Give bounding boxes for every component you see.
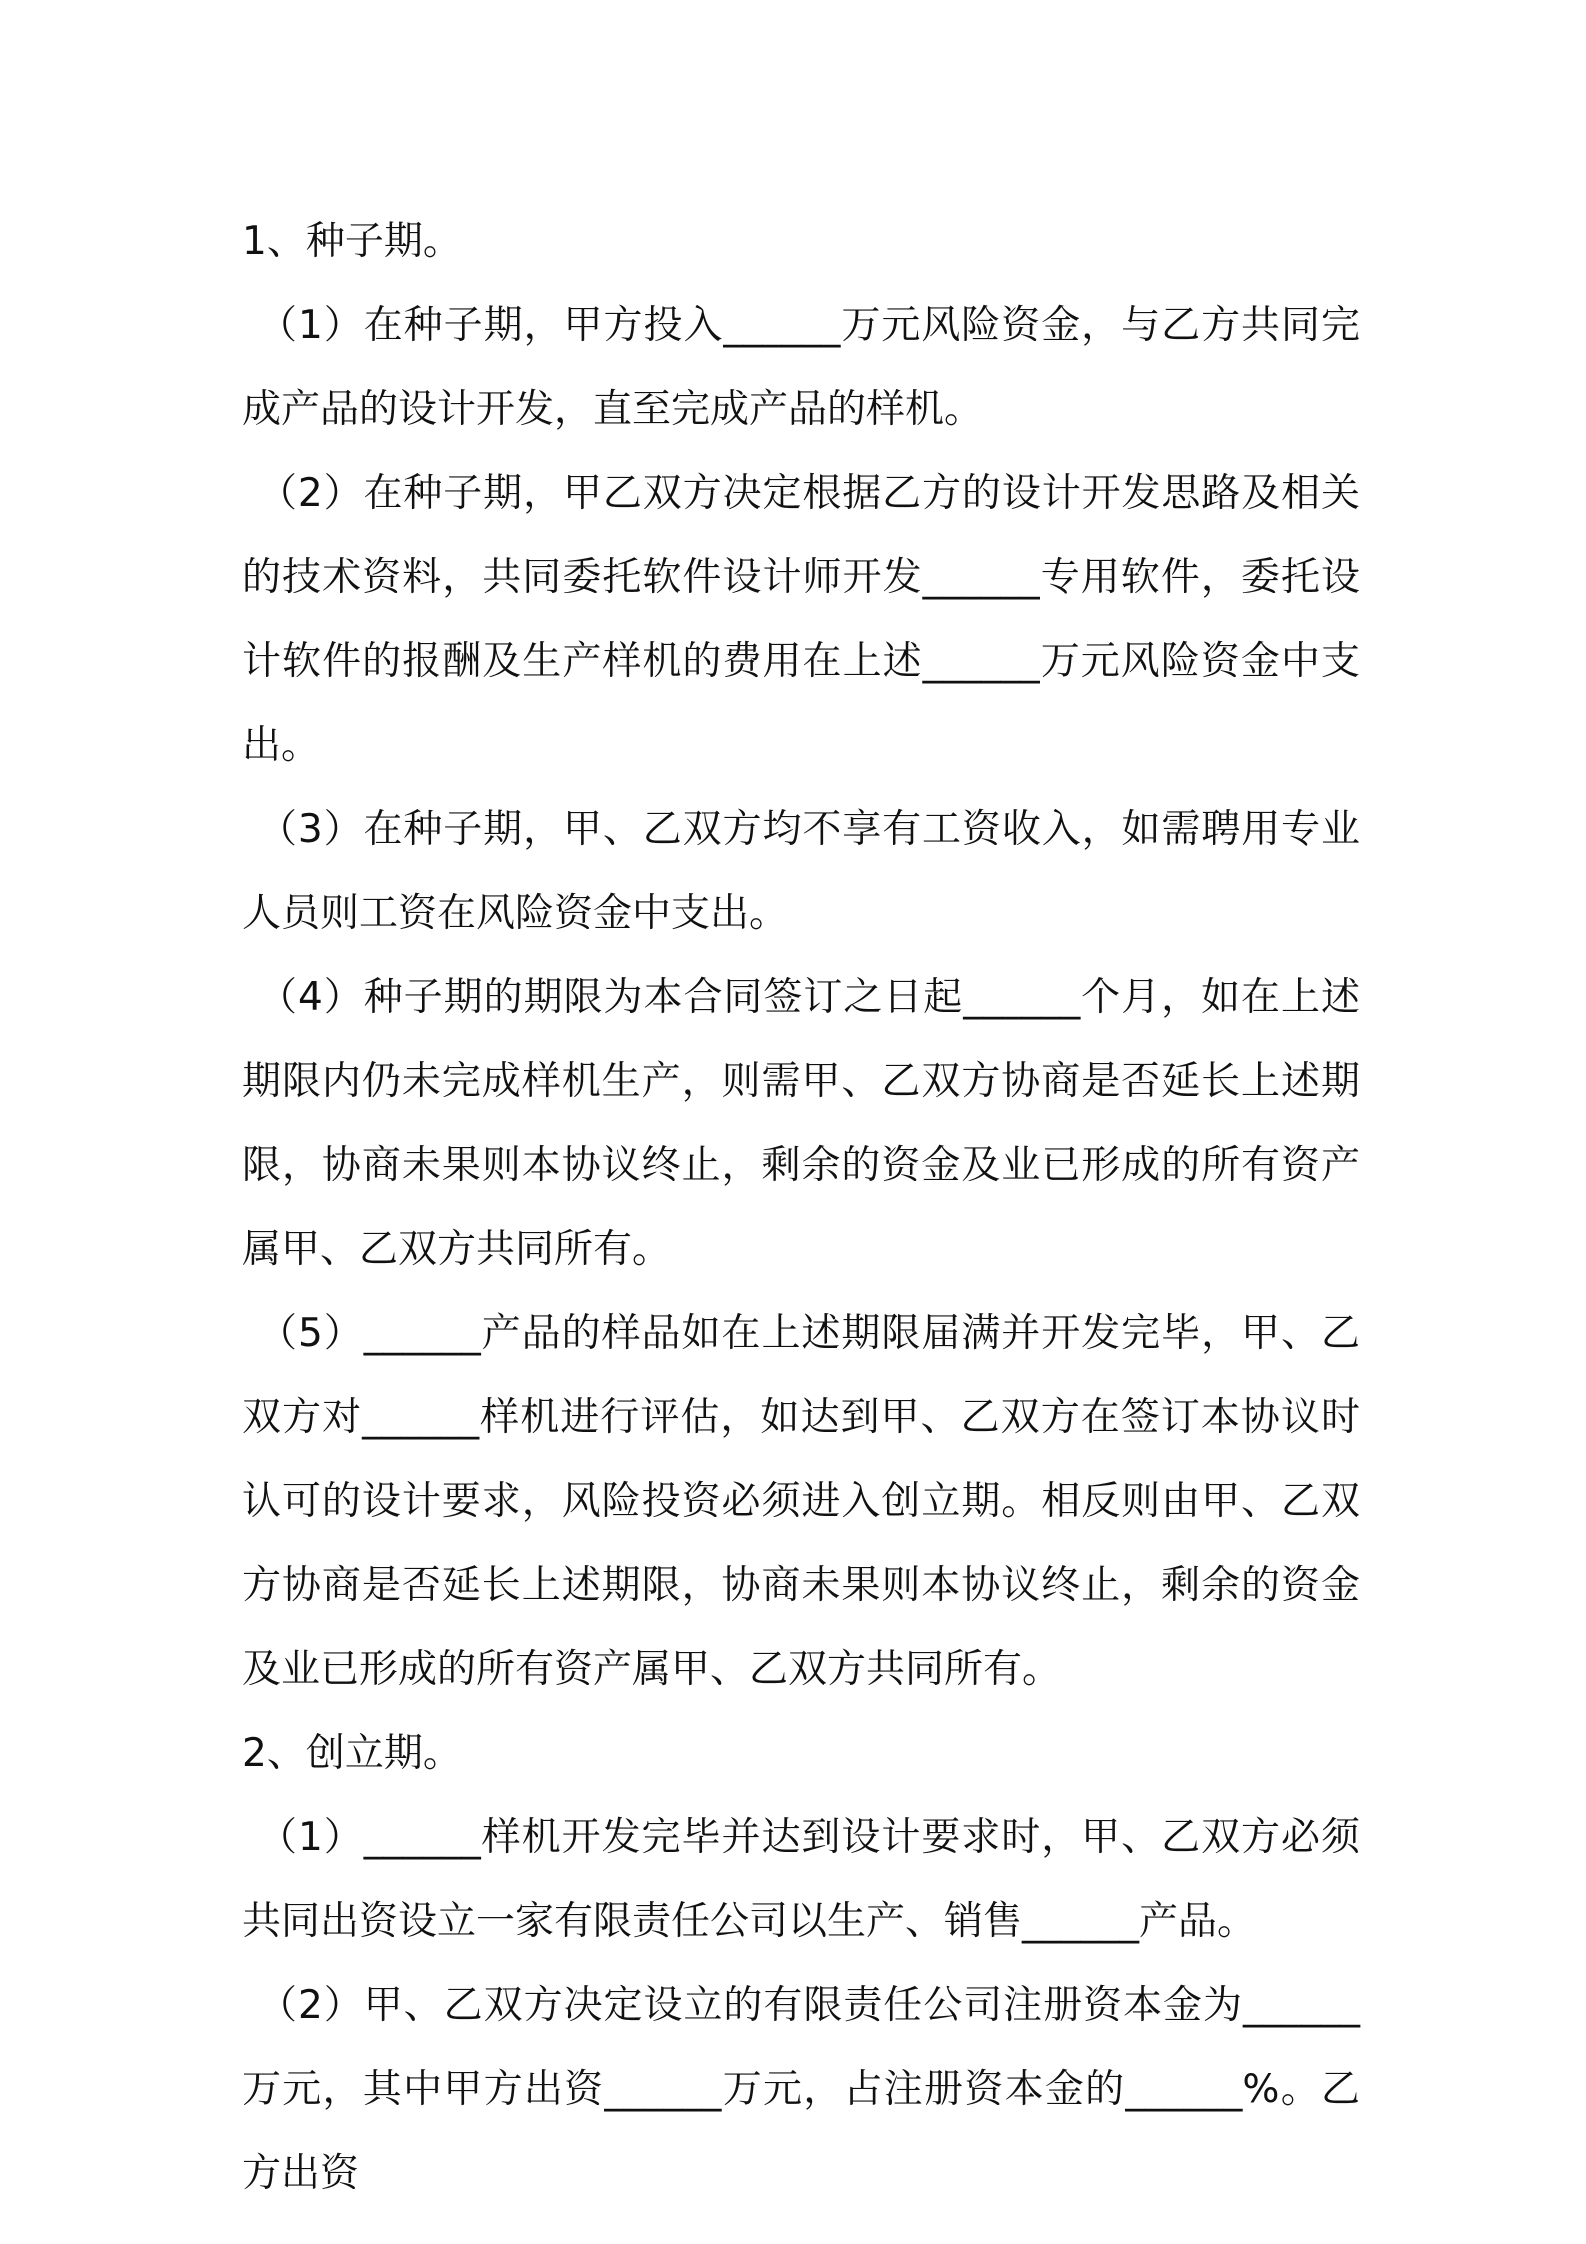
clause-startup-2: （2）甲、乙双方决定设立的有限责任公司注册资本金为______万元，其中甲方出资______万元，占注册资本金的______%。乙方出资	[242, 1983, 1360, 2196]
clause-seed-4: （4）种子期的期限为本合同签订之日起______个月，如在上述期限内仍未完成样机生产，则需甲、乙双方协商是否延长上述期限，协商未果则本协议终止，剩余的资金及业已形成的所有资产属甲、乙双方共同所有。	[242, 975, 1360, 1272]
clause-startup-1: （1）______样机开发完毕并达到设计要求时，甲、乙双方必须共同出资设立一家有限责任公司以生产、销售______产品。	[242, 1815, 1360, 1944]
clause-seed-3: （3）在种子期，甲、乙双方均不享有工资收入，如需聘用专业人员则工资在风险资金中支出。	[242, 807, 1360, 936]
section-heading-startup-stage: 2、创立期。	[242, 1731, 462, 1776]
section-heading-seed-stage: 1、种子期。	[242, 219, 462, 264]
clause-seed-1: （1）在种子期，甲方投入______万元风险资金，与乙方共同完成产品的设计开发，直至完成产品的样机。	[242, 303, 1360, 432]
clause-seed-2: （2）在种子期，甲乙双方决定根据乙方的设计开发思路及相关的技术资料，共同委托软件设计师开发______专用软件，委托设计软件的报酬及生产样机的费用在上述______万元风险资金中支出。	[242, 471, 1360, 768]
clause-seed-5: （5）______产品的样品如在上述期限届满并开发完毕，甲、乙双方对______样机进行评估，如达到甲、乙双方在签订本协议时认可的设计要求，风险投资必须进入创立期。相反则由甲、乙双方协商是否延长上述期限，协商未果则本协议终止，剩余的资金及业已形成的所有资产属甲、乙双方共同所有。	[242, 1311, 1360, 1692]
document-body	[242, 200, 1360, 2216]
